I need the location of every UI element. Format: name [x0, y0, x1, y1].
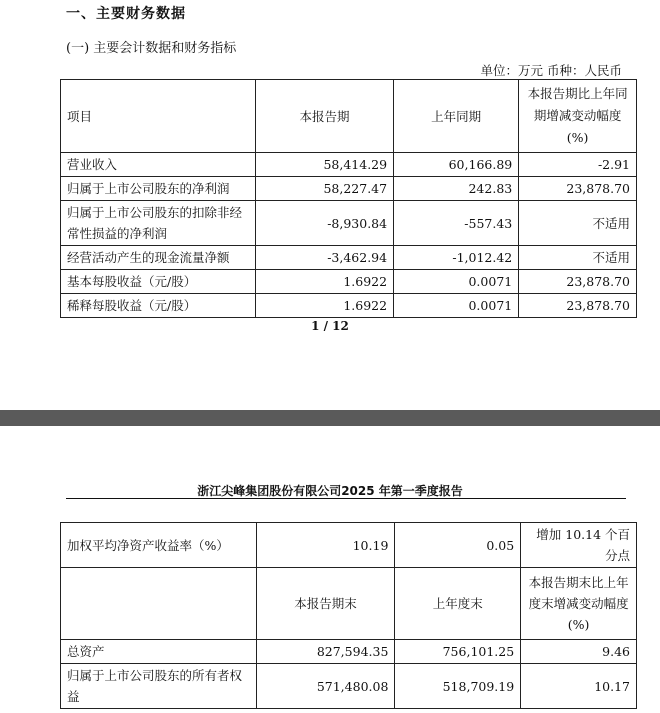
header-current-period: 本报告期 — [255, 80, 393, 153]
change-value: 不适用 — [519, 201, 637, 246]
table-row — [61, 664, 637, 709]
table-row — [61, 246, 637, 270]
prior-value: 0.0071 — [394, 270, 519, 294]
header-change-rate: 本报告期比上年同期增减变动幅度(%) — [519, 80, 637, 153]
table-row — [61, 523, 637, 568]
table-row — [61, 177, 637, 201]
key-financial-data-table — [60, 79, 637, 318]
row-label: 归属于上市公司股东的扣除非经常性损益的净利润 — [61, 201, 256, 246]
current-value: 10.19 — [256, 523, 395, 568]
change-value: 不适用 — [519, 246, 637, 270]
table-row — [61, 270, 637, 294]
row-label: 归属于上市公司股东的所有者权益 — [61, 664, 257, 709]
page-separator — [0, 410, 660, 426]
row-label: 加权平均净资产收益率（%） — [61, 523, 257, 568]
prior-value: 60,166.89 — [394, 153, 519, 177]
row-label: 营业收入 — [61, 153, 256, 177]
row-label: 总资产 — [61, 640, 257, 664]
prior-value: 242.83 — [394, 177, 519, 201]
page-number: 1 / 12 — [311, 319, 349, 333]
subsection-title: (一) 主要会计数据和财务指标 — [66, 41, 237, 56]
unit-currency-note: 单位：万元 币种：人民币 — [480, 63, 622, 78]
header-prior-year-end: 上年度末 — [395, 568, 521, 640]
current-value: 1.6922 — [255, 270, 393, 294]
table-row — [61, 640, 637, 664]
current-value: -3,462.94 — [255, 246, 393, 270]
current-value: 571,480.08 — [256, 664, 395, 709]
current-value: 58,414.29 — [255, 153, 393, 177]
current-value: 1.6922 — [255, 294, 393, 318]
header-item — [61, 568, 257, 640]
prior-value: 0.05 — [395, 523, 521, 568]
change-value: 10.17 — [521, 664, 637, 709]
change-value: 23,878.70 — [519, 177, 637, 201]
change-value: 23,878.70 — [519, 270, 637, 294]
header-item: 项目 — [61, 80, 256, 153]
report-header-title: 浙江尖峰集团股份有限公司2025 年第一季度报告 — [197, 484, 463, 498]
table-header-row — [61, 80, 637, 153]
prior-value: -1,012.42 — [394, 246, 519, 270]
section-title: 一、主要财务数据 — [66, 6, 186, 22]
row-label: 基本每股收益（元/股） — [61, 270, 256, 294]
row-label: 归属于上市公司股东的净利润 — [61, 177, 256, 201]
prior-value: 756,101.25 — [395, 640, 521, 664]
prior-value: -557.43 — [394, 201, 519, 246]
current-value: -8,930.84 — [255, 201, 393, 246]
table-header-row — [61, 568, 637, 640]
table-row — [61, 201, 637, 246]
change-value: 9.46 — [521, 640, 637, 664]
prior-value: 0.0071 — [394, 294, 519, 318]
header-period-end: 本报告期末 — [256, 568, 395, 640]
header-rule — [66, 498, 626, 499]
financial-indicator-table-continued — [60, 522, 637, 709]
current-value: 827,594.35 — [256, 640, 395, 664]
header-prior-period: 上年同期 — [394, 80, 519, 153]
table-row — [61, 153, 637, 177]
change-value: 增加 10.14 个百分点 — [521, 523, 637, 568]
current-value: 58,227.47 — [255, 177, 393, 201]
row-label: 经营活动产生的现金流量净额 — [61, 246, 256, 270]
prior-value: 518,709.19 — [395, 664, 521, 709]
change-value: -2.91 — [519, 153, 637, 177]
header-change-rate: 本报告期末比上年度末增减变动幅度(%) — [521, 568, 637, 640]
table-row — [61, 294, 637, 318]
change-value: 23,878.70 — [519, 294, 637, 318]
report-page-2 — [0, 426, 660, 713]
row-label: 稀释每股收益（元/股） — [61, 294, 256, 318]
